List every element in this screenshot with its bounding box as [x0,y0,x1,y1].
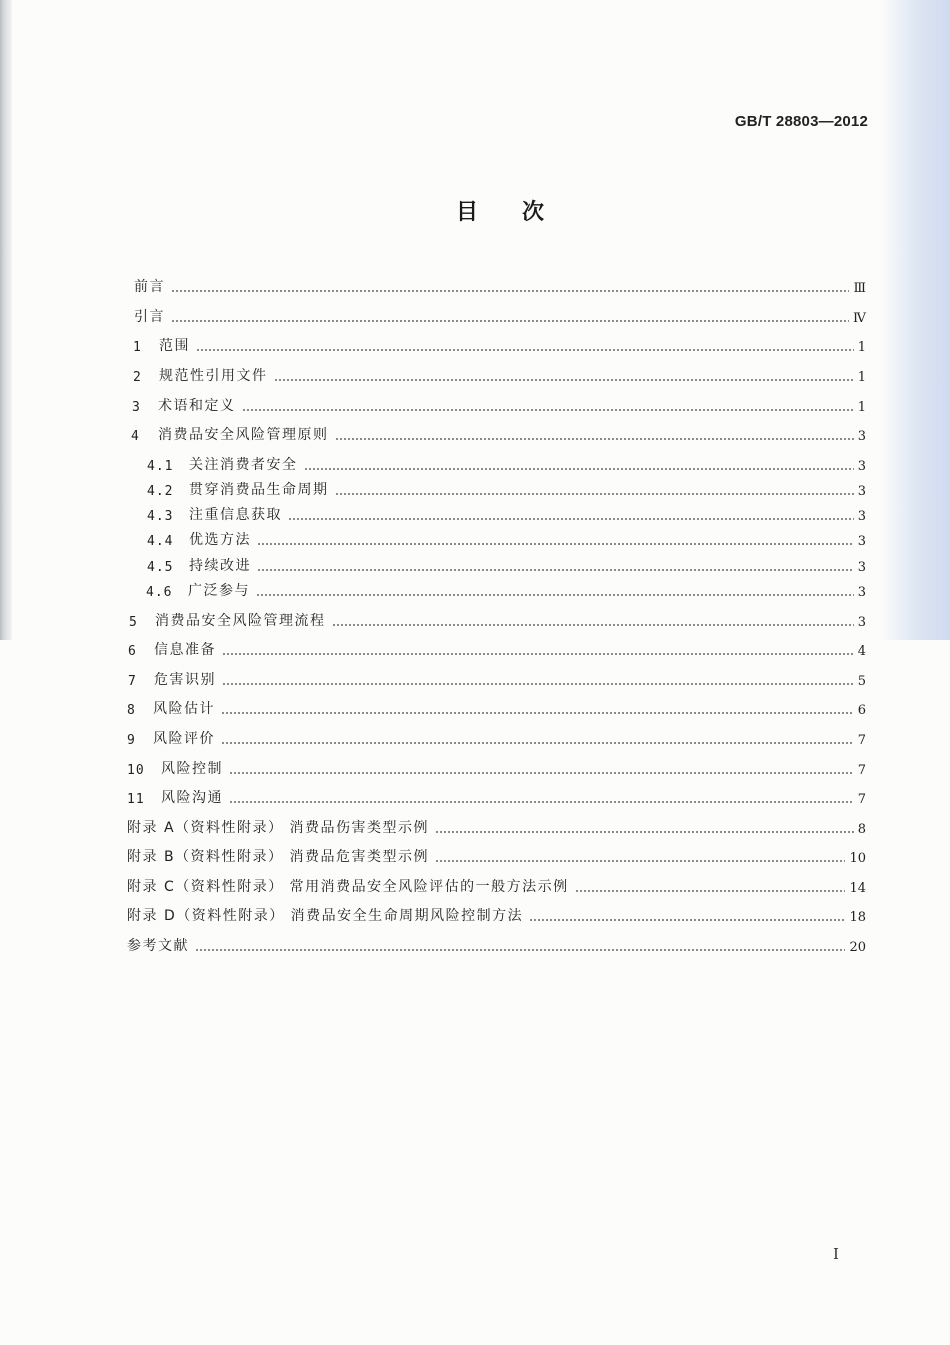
toc-entry-label: 附录 C（资料性附录） 常用消费品安全风险评估的一般方法示例 [127,879,569,895]
toc-entry-page: 1 [857,370,866,385]
dot-leader [274,379,854,381]
toc-entry-number: 6 [128,644,137,659]
dot-leader [335,493,854,495]
toc-entry-label: 风险评价 [153,731,215,747]
dot-leader [195,949,845,951]
toc-entry-number: 3 [132,400,141,415]
toc-entry-1[interactable] [133,333,866,355]
toc-entry-number: 4 [131,429,140,444]
toc-entry-page: Ⅲ [853,281,866,296]
toc-entry-8[interactable] [127,696,866,718]
dot-leader [221,712,854,714]
toc-entry-page: 18 [849,910,866,925]
toc-entry-label: 消费品安全风险管理流程 [155,613,326,629]
dot-leader [221,742,854,744]
toc-entry-page: 3 [857,484,866,499]
toc-entry-label: 附录 D（资料性附录） 消费品安全生命周期风险控制方法 [127,908,524,924]
toc-entry-label: 危害识别 [154,672,216,688]
toc-entry-page: 4 [857,644,866,659]
toc-entry-label: 附录 A（资料性附录） 消费品伤害类型示例 [127,820,429,836]
toc-entry-page: 3 [857,459,866,474]
toc-entry-label: 贯穿消费品生命周期 [189,482,329,498]
dot-leader [435,831,854,833]
toc-entry-label: 前言 [134,279,165,295]
toc-entry-number: 2 [133,370,142,385]
toc-entry-label: 持续改进 [189,558,251,574]
toc-entry-page: 6 [857,703,866,718]
dot-leader [288,518,854,520]
title-char-1: 目 [455,200,478,225]
toc-entry-label: 风险控制 [161,761,223,777]
toc-entry-4-3[interactable] [147,502,866,524]
document-code: GB/T 28803—2012 [734,113,868,130]
toc-entry-page: 7 [857,733,866,748]
page-title [0,195,950,226]
dot-leader [222,683,854,685]
toc-entry-number: 4.2 [147,484,174,499]
toc-entry-label: 附录 B（资料性附录） 消费品危害类型示例 [127,849,430,865]
scan-tint [880,0,950,640]
toc-entry-annex-b[interactable] [127,844,866,866]
toc-entry-bibliography[interactable] [127,933,866,955]
dot-leader [304,468,854,470]
toc-entry-label: 信息准备 [154,642,216,658]
toc-entry-label: 引言 [134,309,165,325]
toc-entry-foreword[interactable] [134,274,866,296]
toc-entry-label: 风险估计 [153,701,215,717]
toc-entry-label: 术语和定义 [158,398,236,414]
toc-entry-label: 风险沟通 [161,790,223,806]
toc-entry-label: 消费品安全风险管理原则 [158,427,329,443]
toc-entry-page: 3 [857,429,866,444]
page-number: Ⅰ [833,1247,839,1263]
toc-entry-label: 范围 [159,338,190,354]
toc-entry-page: 3 [857,585,866,600]
dot-leader [256,594,854,596]
toc-entry-number: 5 [129,615,138,630]
toc-entry-annex-d[interactable] [127,903,866,925]
toc-entry-4-1[interactable] [147,452,866,474]
dot-leader [229,772,854,774]
toc-entry-number: 11 [127,792,145,807]
toc-entry-label: 规范性引用文件 [159,368,268,384]
toc-entry-2[interactable] [133,363,866,385]
toc-entry-page: 1 [857,340,866,355]
dot-leader [196,349,854,351]
toc-entry-page: 7 [857,763,866,778]
toc-entry-page: 3 [857,615,866,630]
dot-leader [242,409,854,411]
toc-entry-introduction[interactable] [134,304,866,326]
toc-entry-annex-a[interactable] [127,815,866,837]
toc-entry-9[interactable] [127,726,866,748]
toc-entry-4-4[interactable] [147,527,866,549]
toc-entry-label: 优选方法 [189,532,251,548]
toc-entry-label: 参考文献 [127,938,189,954]
toc-entry-page: Ⅳ [853,311,866,326]
toc-entry-4[interactable] [131,422,866,444]
dot-leader [257,543,854,545]
toc-entry-label: 广泛参与 [188,583,250,599]
scan-edge-shadow [0,0,12,640]
dot-leader [171,320,849,322]
dot-leader [435,860,845,862]
toc-entry-number: 4.3 [147,509,174,524]
dot-leader [257,569,854,571]
toc-entry-number: 4.4 [147,534,174,549]
toc-entry-4-2[interactable] [147,477,866,499]
toc-entry-page: 20 [849,940,866,955]
dot-leader [529,919,845,921]
toc-entry-number: 4.6 [146,585,173,600]
toc-entry-7[interactable] [128,667,866,689]
toc-entry-page: 5 [857,674,866,689]
toc-entry-number: 4.1 [147,459,174,474]
toc-entry-annex-c[interactable] [127,874,866,896]
dot-leader [335,438,854,440]
dot-leader [575,890,846,892]
toc-entry-10[interactable] [127,756,866,778]
toc-entry-page: 7 [857,792,866,807]
toc-entry-5[interactable] [129,608,866,630]
toc-entry-number: 4.5 [147,560,174,575]
toc-entry-page: 1 [857,400,866,415]
toc-entry-11[interactable] [127,785,866,807]
toc-entry-page: 10 [849,851,866,866]
title-char-2: 次 [522,200,545,225]
toc-entry-label: 关注消费者安全 [189,457,298,473]
toc-entry-label: 注重信息获取 [189,507,282,523]
toc-entry-number: 7 [128,674,137,689]
toc-entry-3[interactable] [132,393,866,415]
toc-entry-page: 14 [849,881,866,896]
toc-entry-6[interactable] [128,637,866,659]
dot-leader [229,801,854,803]
toc-entry-page: 3 [857,509,866,524]
dot-leader [222,653,854,655]
toc-entry-page: 3 [857,560,866,575]
toc-entry-page: 8 [857,822,866,837]
toc-entry-number: 9 [127,733,136,748]
toc-entry-number: 10 [127,763,145,778]
toc-entry-4-5[interactable] [147,553,866,575]
dot-leader [171,290,849,292]
toc-entry-4-6[interactable] [146,578,866,600]
toc-entry-number: 1 [133,340,142,355]
dot-leader [332,624,854,626]
toc-entry-page: 3 [857,534,866,549]
toc-entry-number: 8 [127,703,136,718]
